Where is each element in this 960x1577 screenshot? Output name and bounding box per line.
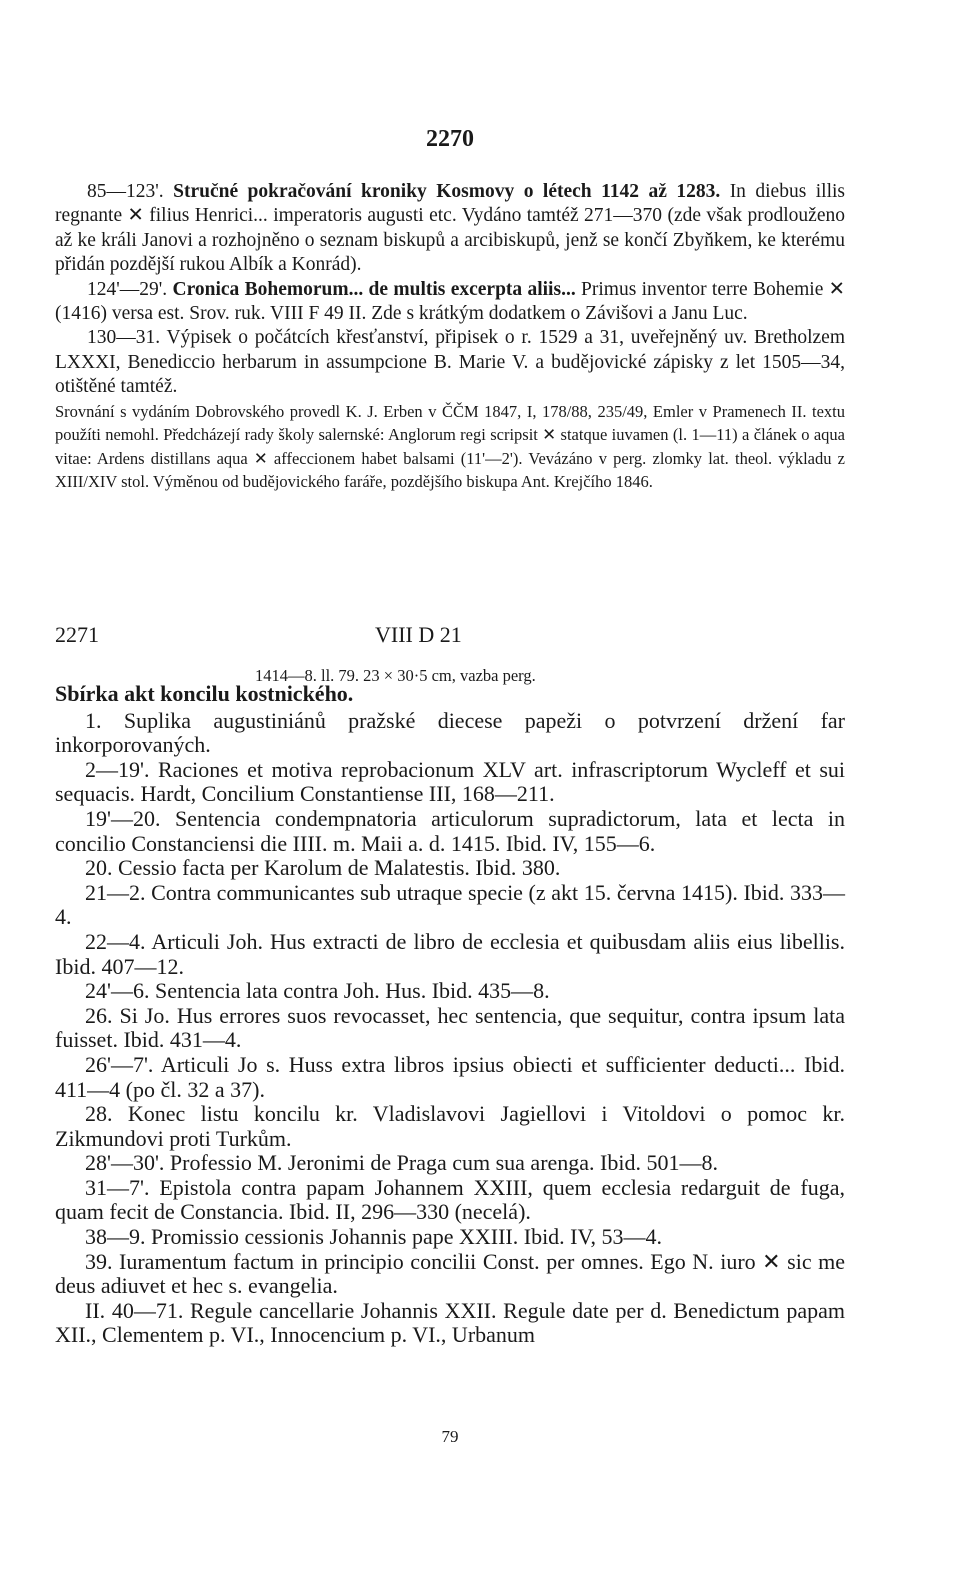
list-item: 26. Si Jo. Hus errores suos revocasset, hec sentencia, que sequitur, contra ipsum lata fuisset. Ibid. 431—4. xyxy=(55,1002,845,1053)
entry-2270-continuation xyxy=(55,180,845,494)
paragraph-notes: Srovnání s vydáním Dobrovského provedl K. J. Erben v ČČM 1847, I, 178/88, 235/49, Emler v Pramenech II. textu použíti nemohl. Předcházejí rady školy salernské: Anglorum regi scripsit ✕ statque iuvamen (l. 1—11) a článek o aqua vitae: Ardens distillans aqua ✕ affeccionem habet balsami (11'—2'). Vevázáno v perg. zlomky lat. theol. výkladu z XIII/XIV stol. Výměnou od budějovického faráře, pozdějšího biskupa Ant. Krejčího 1846. xyxy=(55,401,845,492)
paragraph-cronica-bohemorum xyxy=(55,278,845,327)
item-text: Primus inventor terre Bohemie ✕ (1416) versa est. Srov. ruk. VIII F 49 II. Zde s krátkým dodatkem o Závišovi a Janu Luc. xyxy=(55,278,846,325)
item-title: Cronica Bohemorum... de multis excerpta aliis... xyxy=(172,278,576,300)
page-footer-number: 79 xyxy=(441,1427,459,1446)
list-item: 31—7'. Epistola contra papam Johannem XXIII, quem ecclesia redarguit de fuga, quam fecit de Constancia. Ibid. II, 296—330 (necelá). xyxy=(55,1174,845,1225)
list-item: 19'—20. Sentencia condempnatoria articulorum supradictorum, lata et lecta in concilio Constanciensi die IIII. m. Maii a. d. 1415. Ibid. IV, 155—6. xyxy=(55,805,845,856)
list-item: 38—9. Promissio cessionis Johannis pape XXIII. Ibid. IV, 53—4. xyxy=(85,1224,663,1250)
list-item: 1. Suplika augustiniánů pražské diecese papeži o potvrzení držení far inkorporovaných. xyxy=(55,707,845,758)
item-text: In diebus illis regnante ✕ filius Henrici... imperatoris augusti etc. Vydáno tamtéž 271—370 (zde však prodlouženo až ke králi Janovi a rozhojněno o seznam biskupů a arcibiskupů, jenž se končí Zbyňkem, ke kterému přidán pozdější rukou Albík a Konrád). xyxy=(55,181,846,276)
folio-range: 85—123'. xyxy=(87,181,164,202)
list-item: 22—4. Articuli Joh. Hus extracti de libro de ecclesia et quibusdam aliis eius libellis. Ibid. 407—12. xyxy=(55,928,845,979)
list-item: 21—2. Contra communicantes sub utraque specie (z akt 15. června 1415). Ibid. 333—4. xyxy=(55,879,845,930)
list-item: 26'—7'. Articuli Jo s. Huss extra libros ipsius obiecti et sufficienter deducti... Ibid. 411—4 (po čl. 32 a 37). xyxy=(55,1051,845,1102)
list-item: 28. Konec listu koncilu kr. Vladislavovi Jagiellovi i Vitoldovi o pomoc kr. Zikmundovi proti Turkům. xyxy=(55,1101,845,1151)
paragraph-excerpt: 130—31. Výpisek o počátcích křesťanství, připisek o r. 1529 a 31, uveřejněný uv. Bretholzem LXXXI, Benediccio herbarum in assumpcione B. Marie V. a budějovické zápisky z let 1505—34, otištěné tamtéž. xyxy=(55,327,845,398)
entry-meta: 1414—8. ll. 79. 23 × 30·5 cm, vazba perg. xyxy=(255,666,536,685)
entry-2271-body xyxy=(55,682,845,1348)
list-item: 20. Cessio facta per Karolum de Malatestis. Ibid. 380. xyxy=(85,855,561,881)
page-header-number: 2270 xyxy=(426,126,474,152)
item-title: Stručné pokračování kroniky Kosmovy o létech 1142 až 1283. xyxy=(173,181,721,202)
folio-range: 124'—29'. xyxy=(87,278,168,300)
paragraph-chronicle-continuation xyxy=(55,180,845,278)
list-item: 39. Iuramentum factum in principio concilii Const. per omnes. Ego N. iuro ✕ sic me deus adiuvet et hec s. evangelia. xyxy=(55,1248,845,1299)
entry-title: Sbírka akt koncilu kostnického. xyxy=(55,681,354,706)
entry-2271-header xyxy=(55,622,845,652)
list-item: 24'—6. Sentencia lata contra Joh. Hus. Ibid. 435—8. xyxy=(85,978,550,1004)
entry-number: 2271 xyxy=(55,622,99,647)
list-item: II. 40—71. Regule cancellarie Johannis XXII. Regule date per d. Benedictum papam XII., Clementem p. VI., Innocencium p. VI., Urbanum xyxy=(55,1297,845,1348)
list-item: 28'—30'. Professio M. Jeronimi de Praga cum sua arenga. Ibid. 501—8. xyxy=(85,1150,718,1176)
shelf-signature: VIII D 21 xyxy=(375,622,462,647)
list-item: 2—19'. Raciones et motiva reprobacionum XLV art. infrascriptorum Wycleff et sui sequacis. Hardt, Concilium Constantiense III, 168—211. xyxy=(55,756,845,807)
